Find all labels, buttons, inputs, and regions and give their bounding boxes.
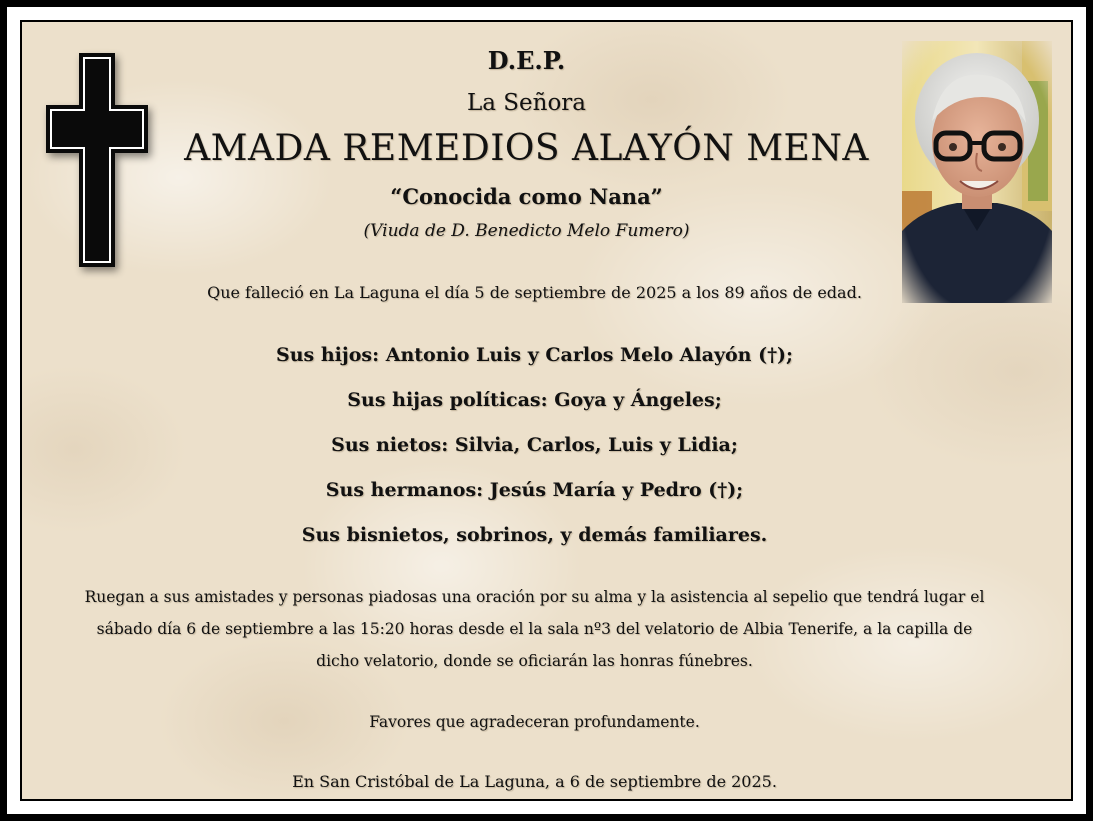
family-children: Sus hijos: Antonio Luis y Carlos Melo Alayón (†); [275, 344, 794, 366]
deceased-name: AMADA REMEDIOS ALAYÓN MENA [184, 128, 869, 169]
death-notice: Que falleció en La Laguna el día 5 de septiembre de 2025 a los 89 años de edad. [207, 283, 862, 302]
family-daughters-in-law: Sus hijas políticas: Goya y Ángeles; [347, 389, 722, 411]
family-siblings: Sus hermanos: Jesús María y Pedro (†); [325, 479, 744, 501]
request-line-1: Ruegan a sus amistades y personas piadosas una oración por su alma y la asistencia al sepelio que tendrá lugar el [84, 588, 985, 606]
request-line-2: sábado día 6 de septiembre a las 15:20 horas desde el la sala nº3 del velatorio de Albia Tenerife, a la capilla de [96, 620, 973, 638]
family-others: Sus bisnietos, sobrinos, y demás familiares. [301, 524, 768, 546]
thanks-line: Favores que agradeceran profundamente. [369, 713, 700, 731]
request-line-3: dicho velatorio, donde se oficiarán las honras fúnebres. [316, 652, 753, 670]
place-date: En San Cristóbal de La Laguna, a 6 de septiembre de 2025. [292, 772, 777, 791]
dep-heading: D.E.P. [487, 46, 566, 75]
parchment-background [20, 20, 1073, 801]
honorific: La Señora [466, 90, 587, 116]
outer-frame [7, 7, 1086, 814]
family-grandchildren: Sus nietos: Silvia, Carlos, Luis y Lidia; [331, 434, 738, 456]
widow-of: (Viuda de D. Benedicto Melo Fumero) [363, 221, 690, 241]
nickname: “Conocida como Nana” [390, 184, 663, 209]
portrait-photo [902, 41, 1052, 303]
